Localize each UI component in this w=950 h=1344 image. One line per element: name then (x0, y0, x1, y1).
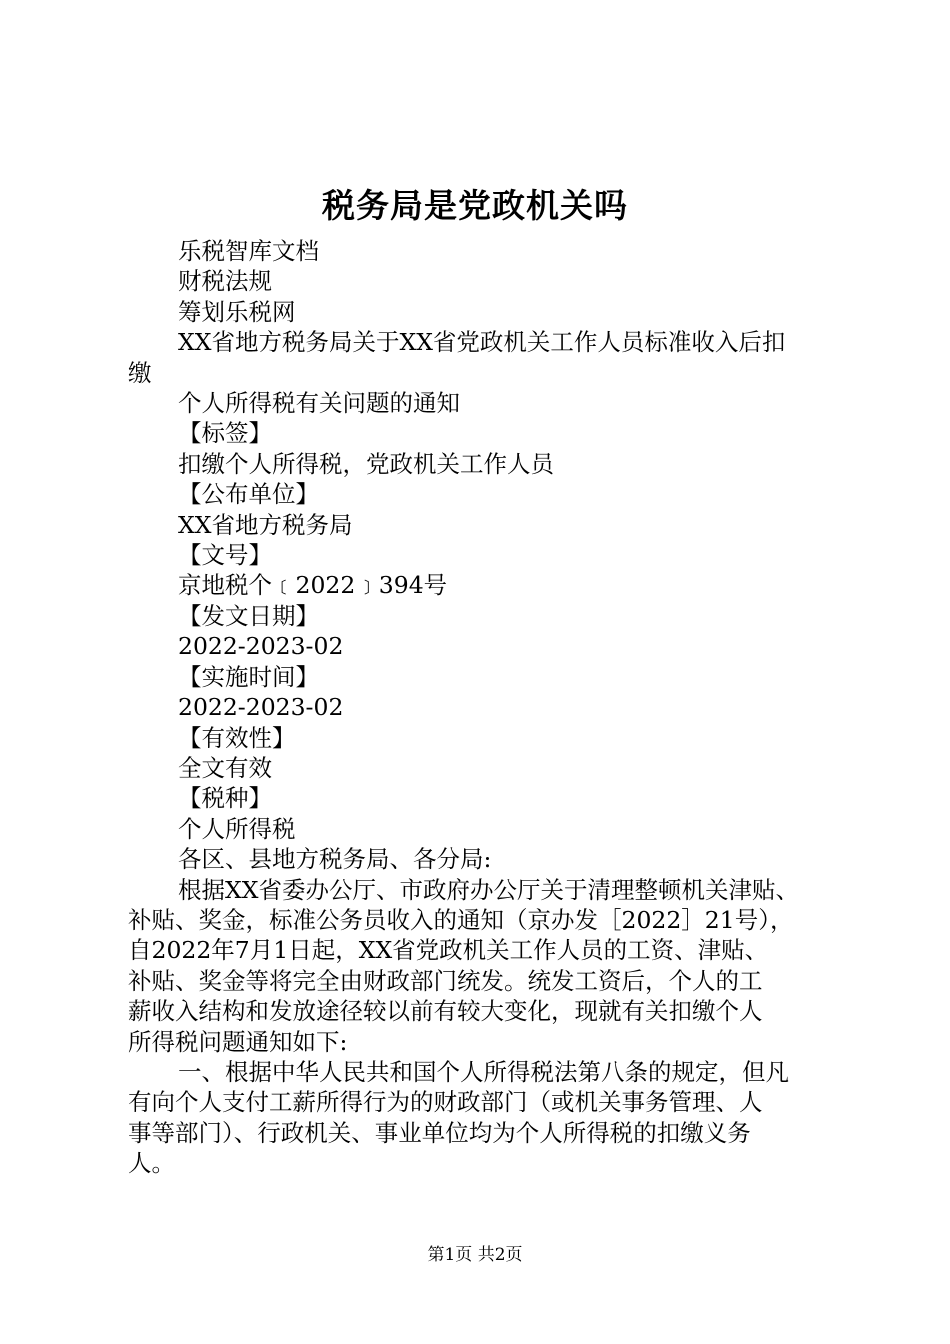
header-line-category: 财税法规 (178, 267, 272, 296)
page-indicator: 第1页 共2页 (427, 1245, 523, 1265)
document-title: 税务局是党政机关吗 (322, 186, 628, 225)
meta-label-tags: 【标签】 (178, 419, 272, 448)
header-line-site: 筹划乐税网 (178, 297, 296, 326)
meta-value-doc-number: 京地税个﹝2022﹞394号 (178, 571, 448, 600)
meta-label-issuer: 【公布单位】 (178, 480, 319, 509)
meta-label-effective-date: 【实施时间】 (178, 662, 319, 691)
notice-title-line-1-wrap: 缴 (128, 358, 152, 387)
header-line-library: 乐税智库文档 (178, 237, 319, 265)
paragraph-2-line: 事等部门）、行政机关、事业单位均为个人所得税的扣缴义务 (128, 1118, 751, 1147)
meta-label-issue-date: 【发文日期】 (178, 601, 319, 630)
notice-title-line-2: 个人所得税有关问题的通知 (178, 389, 460, 418)
notice-title-line-1: XX省地方税务局关于XX省党政机关工作人员标准收入后扣 (178, 328, 786, 357)
meta-label-validity: 【有效性】 (178, 723, 296, 752)
meta-value-tax-type: 个人所得税 (178, 814, 296, 843)
paragraph-1-line: 自2022年7月1日起，XX省党政机关工作人员的工资、津贴、 (128, 936, 769, 965)
paragraph-1-line: 所得税问题通知如下: (128, 1027, 348, 1056)
paragraph-2-line: 有向个人支付工薪所得行为的财政部门（或机关事务管理、人 (128, 1088, 763, 1117)
meta-label-tax-type: 【税种】 (178, 784, 272, 813)
meta-value-issue-date: 2022-2023-02 (178, 632, 344, 661)
paragraph-1-line: 薪收入结构和发放途径较以前有较大变化，现就有关扣缴个人 (128, 997, 763, 1026)
meta-value-effective-date: 2022-2023-02 (178, 693, 344, 722)
addressee: 各区、县地方税务局、各分局: (178, 845, 492, 874)
paragraph-1-line: 根据XX省委办公厅、市政府办公厅关于清理整顿机关津贴、 (178, 875, 799, 904)
paragraph-2-line: 一、根据中华人民共和国个人所得税法第八条的规定，但凡 (178, 1057, 789, 1086)
meta-value-validity: 全文有效 (178, 753, 272, 782)
meta-value-tags: 扣缴个人所得税，党政机关工作人员 (178, 449, 554, 478)
paragraph-2-line: 人。 (128, 1149, 175, 1178)
paragraph-1-line: 补贴、奖金等将完全由财政部门统发。统发工资后，个人的工 (128, 966, 763, 995)
paragraph-1-line: 补贴、奖金，标准公务员收入的通知（京办发［2022］21号）， (128, 905, 794, 934)
meta-value-issuer: XX省地方税务局 (178, 510, 353, 539)
meta-label-doc-number: 【文号】 (178, 541, 272, 570)
document-body (128, 236, 833, 1179)
